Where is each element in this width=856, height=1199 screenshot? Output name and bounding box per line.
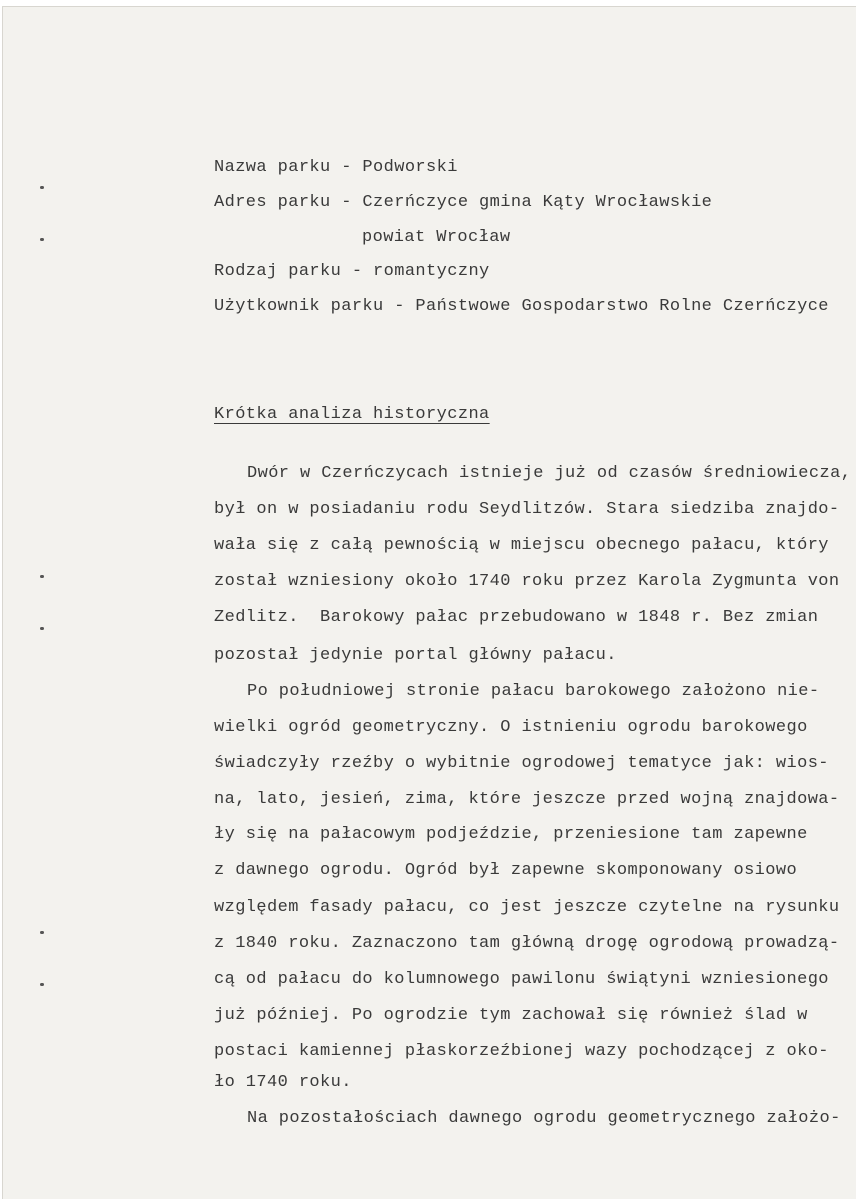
body-line: cą od pałacu do kolumnowego pawilonu świątyni wzniesionego	[214, 970, 829, 989]
body-line: był on w posiadaniu rodu Seydlitzów. Stara siedziba znajdo-	[214, 500, 840, 519]
body-line: ło 1740 roku.	[214, 1073, 352, 1092]
punch-mark	[40, 186, 44, 189]
body-line: z dawnego ogrodu. Ogród był zapewne skomponowany osiowo	[214, 861, 798, 880]
body-line: wała się z całą pewnością w miejscu obecnego pałacu, który	[214, 536, 829, 555]
park-district-line: powiat Wrocław	[362, 228, 511, 247]
body-line: Dwór w Czerńczycach istnieje już od czasów średniowiecza,	[247, 464, 852, 483]
body-line: postaci kamiennej płaskorzeźbionej wazy pochodzącej z oko-	[214, 1042, 829, 1061]
punch-mark	[40, 238, 44, 241]
body-line: Na pozostałościach dawnego ogrodu geometrycznego założo-	[247, 1109, 841, 1128]
body-line: Zedlitz. Barokowy pałac przebudowano w 1848 r. Bez zmian	[214, 608, 819, 627]
punch-mark	[40, 983, 44, 986]
section-heading: Krótka analiza historyczna	[214, 405, 490, 424]
body-line: świadczyły rzeźby o wybitnie ogrodowej tematyce jak: wios-	[214, 754, 829, 773]
body-line: pozostał jedynie portal główny pałacu.	[214, 646, 617, 665]
body-line: wielki ogród geometryczny. O istnieniu ogrodu barokowego	[214, 718, 808, 737]
park-type-line: Rodzaj parku - romantyczny	[214, 262, 490, 281]
punch-mark	[40, 931, 44, 934]
body-line: względem fasady pałacu, co jest jeszcze czytelne na rysunku	[214, 898, 840, 917]
body-line: Po południowej stronie pałacu barokowego założono nie-	[247, 682, 820, 701]
body-line: z 1840 roku. Zaznaczono tam główną drogę ogrodową prowadzą-	[214, 934, 840, 953]
punch-mark	[40, 627, 44, 630]
park-address-line: Adres parku - Czerńczyce gmina Kąty Wrocławskie	[214, 193, 713, 212]
park-user-line: Użytkownik parku - Państwowe Gospodarstwo Rolne Czerńczyce	[214, 297, 829, 316]
body-line: już później. Po ogrodzie tym zachował się również ślad w	[214, 1006, 808, 1025]
park-name-line: Nazwa parku - Podworski	[214, 158, 458, 177]
body-line: został wzniesiony około 1740 roku przez Karola Zygmunta von	[214, 572, 840, 591]
punch-mark	[40, 575, 44, 578]
body-line: na, lato, jesień, zima, które jeszcze przed wojną znajdowa-	[214, 790, 840, 809]
body-line: ły się na pałacowym podjeździe, przeniesione tam zapewne	[214, 825, 808, 844]
